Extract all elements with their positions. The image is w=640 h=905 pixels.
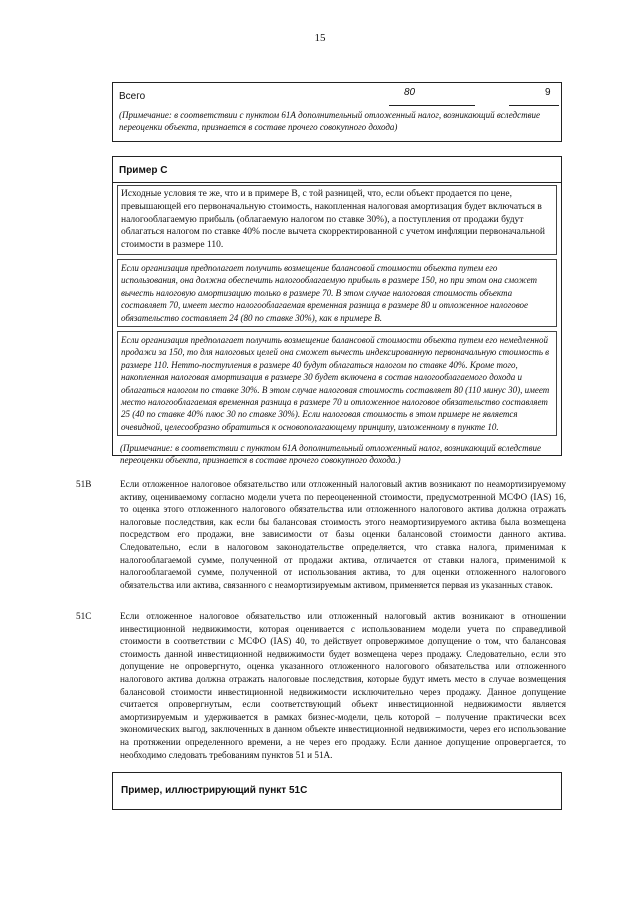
example-c-body	[117, 185, 557, 469]
example-c-box	[112, 156, 562, 466]
total-value-1: 80	[404, 87, 416, 98]
paragraph-51b	[76, 478, 566, 608]
total-label: Всего	[119, 91, 146, 102]
total-underline-2	[509, 105, 559, 106]
example-51c-box	[112, 772, 562, 810]
total-underline-1	[389, 105, 475, 106]
total-box	[112, 82, 562, 142]
total-row	[119, 87, 555, 105]
page-number: 15	[314, 32, 326, 44]
example-c-note: (Примечание: в соответствии с пунктом 61А дополнительный отложенный налог, возникающий вследствие переоценки объекта, признается в составе прочего совокупного дохода.)	[120, 443, 542, 466]
example-c-use-case: Если организация предполагает получить возмещение балансовой стоимости объекта путем его использования, она должна обеспечить налогооблагаемую прибыль в размере 150, но при этом она сможет вычесть налоговую амортизацию только в размере 70. В этом случае налоговая стоимость объекта составляет 70, имеет место налогооблагаемая временная разница в размере 80 и отложенное налоговое обязательство составляет 24 (80 по ставке 30%), как в примере В.	[117, 259, 557, 327]
example-c-sale-case: Если организация предполагает получить возмещение балансовой стоимости объекта путем его немедленной продажи за 150, то для налоговых целей она сможет вычесть индексированную первоначальную стоимость в размере 110. Нетто-поступления в размере 40 будут облагаться налогом по ставке 40%. Кроме того, накопленная налоговая амортизация в размере 30 будет включена в состав налогооблагаемого дохода и облагаться налогом по ставке 30%. В этом случае налоговая стоимость составляет 80 (110 минус 30), имеет место налогооблагаемая временная разница в размере 70 и отложенное налоговое обязательство составляет 25 (40 по ставке 40% плюс 30 по ставке 30%). Если налоговая стоимость в этом примере не является очевидной, целесообразно обратиться к основополагающему принципу, изложенному в пункте 10.	[117, 331, 557, 436]
paragraph-number: 51В	[76, 479, 92, 489]
total-value-2: 9	[545, 87, 551, 98]
example-c-title: Пример С	[113, 157, 561, 183]
paragraph-text: Если отложенное налоговое обязательство или отложенный налоговый актив возникают в отношении инвестиционной недвижимости, которая оценивается с использованием модели учета по справедливой стоимости в соответствии с МСФО (IAS) 40, то действует опровержимое допущение о том, что балансовая стоимость данной инвестиционной недвижимости будет возмещена через продажу. Следовательно, если это допущение не опровергнуто, оценка указанного отложенного налогового обязательства или отложенного налогового актива должна отражать налоговые последствия, которые будут иметь место в случае возмещения балансовой стоимости инвестиционной недвижимости исключительно через продажу. Данное допущение считается опровергнутым, если соответствующий объект инвестиционной недвижимости является амортизируемым и удерживается в рамках бизнес-модели, цель которой – получение практически всех экономических выгод, заключенных в данном объекте инвестиционной недвижимости, через его использование на протяжении определенного времени, а не через его продажу. Если данное допущение опровергается, то необходимо следовать требованиям пунктов 51 и 51А.	[120, 611, 566, 760]
paragraph-text: Если отложенное налоговое обязательство или отложенный налоговый актив возникают по неамортизируемому активу, оцениваемому согласно модели учета по переоцененной стоимости, предусмотренной МСФО (IAS) 16, то оценка этого отложенного налогового обязательства или отложенного налогового актива должна отражать налоговые последствия, как если бы балансовая стоимость этого неамортизируемого актива была возмещена посредством его продажи, вне зависимости от базы оценки балансовой стоимости данного актива. Следовательно, если в налоговом законодательстве определяется, что ставка налога, применимая к налогооблагаемой сумме, полученной от продажи актива, отличается от ставки налога, применимой к налогооблагаемой сумме, полученной от использования актива, то для оценки отложенного налогового обязательства или актива, связанного с неамортизируемым активом, применяется первая из указанных ставок.	[120, 479, 566, 590]
example-51c-title: Пример, иллюстрирующий пункт 51С	[121, 785, 308, 796]
example-c-conditions: Исходные условия те же, что и в примере В, с той разницей, что, если объект продается по цене, превышающей его первоначальную стоимость, накопленная налоговая амортизация будет включаться в налогооблагаемую прибыль (облагаемую налогом по ставке 30%), а поступления от продажи будут облагаться налогом по ставке 40% после вычета скорректированной с учетом инфляции первоначальной стоимости в размере 110.	[117, 185, 557, 255]
paragraph-number: 51С	[76, 611, 92, 621]
paragraph-51c	[76, 610, 566, 770]
total-note: (Примечание: в соответствии с пунктом 61А дополнительный отложенный налог, возникающий вследствие переоценки объекта, признается в составе прочего совокупного дохода)	[119, 110, 541, 132]
